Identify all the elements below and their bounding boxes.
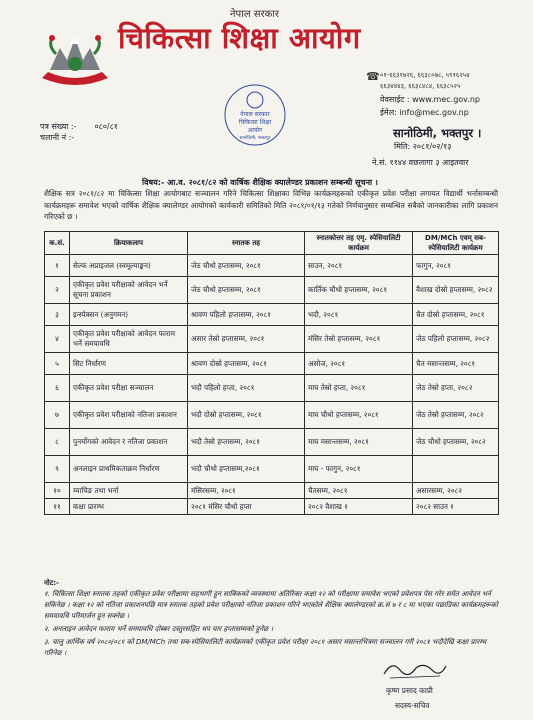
table-cell: सेल्फ अप्राइजल (स्वमूल्याङ्कन) [70,255,188,277]
table-cell: वैशाख दोस्रो हप्तासम्म, २०८२ [413,277,499,304]
table-cell: २०८२ वैशाख १ [305,499,413,515]
table-row [45,456,499,483]
notes-heading: नोट:- [44,579,59,587]
table-body [45,255,499,515]
phone-line: ०१-६६३१७२६, ६६३८०७८, ५९१६२५४ [380,71,470,79]
table-cell: माघ तेस्रो हप्ता, २०८१ [305,375,413,402]
note-item: ३. चालु आर्थिक वर्ष २०८०/०८१ को DM/MCh तथा सब-स्पेसियालिटी कार्यक्रमको एकीकृत प्रवेश परीक्षा २०८१ असार मसान्तभित्रमा सञ्चालन गरी २०८१ भदौदेखि कक्षा प्रारम्भ गरिनेछ । [44,638,487,657]
table-cell: श्रावण पहिलो हप्तासम्म, २०८१ [188,304,305,326]
table-cell: श्रावण दोस्रो हप्तासम्म, २०८१ [188,353,305,375]
row-number-cell: ११ [45,499,70,515]
commission-seal-icon [220,80,290,150]
table-cell: जेठ पहिलो हप्तासम्म, २०८२ [413,326,499,353]
table-cell: एकीकृत प्रवेश परीक्षाको आवेदन फाराम भर्ने समयावधि [70,326,188,353]
table-cell: अनलाइन प्राथमिकताक्रम निर्धारण [70,456,188,483]
column-header: स्नातक तह [188,232,305,255]
table-cell: सिट निर्धारण [70,353,188,375]
table-row [45,483,499,499]
nepal-samvat-date: ने.सं. ११४४ वछलागा ३ आइतवार [372,158,469,167]
table-cell: २०८१ मंसिर चौथो हप्ता [188,499,305,515]
row-number-cell: ३ [45,304,70,326]
table-cell: इन्स्पेक्सन (अनुगमन) [70,304,188,326]
note-item: २. अनलाइन आवेदन फाराम भर्ने समयावधि दोब्बर दस्तुरसहित थप चार हप्तासम्मको हुनेछ । [44,625,274,633]
phone-line: ६६३४४४३, ६६३८४८४, ६६३८५२५ [380,81,461,90]
table-cell: म्याचिङ तथा भर्ना [70,483,188,499]
table-cell: एकीकृत प्रवेश परीक्षाको आवेदन भर्ने सूचना प्रकाशन [70,277,188,304]
email: ईमेल: info@mec.gov.np [380,108,469,117]
row-number-cell: ७ [45,402,70,429]
note-item: १. चिकित्सा शिक्षा स्नातक तहको एकीकृत प्रवेश परीक्षामा सहभागी हुन साबिकको व्यवस्थामा अतिरिक्त कक्षा १२ को परीक्षामा समावेश भएको प्रवेशपत्र पेस गरेर समेत आवेदन भर्न सकिनेछ । कक्षा १२ को नतिजा प्रकाशनपछि मात्र स्नातक तहको प्रवेश परीक्षाको नतिजा प्रकाशन गरिने भएकोले शैक्षिक क्यालेण्डरको क्र.सं ७ र ८ मा भएका पछाडिका कार्यक्रमहरूको समयावधि परिमार्जन हुन सक्नेछ । [44,590,498,620]
table-row [45,326,499,353]
letter-intro: शैक्षिक सत्र २०८१/८२ मा चिकित्सा शिक्षा आयोगबाट सञ्चालन गरिने चिकित्सा शिक्षाका विभिन्न कार्यक्रमहरूको एकीकृत प्रवेश परीक्षा लगायत विद्यार्थी भर्नासम्बन्धी कार्यक्रमहरू समावेश भएको वार्षिक शैक्षिक क्यालेण्डर आयोगको कार्यकारी समितिको मिति २०८१/०१/१३ गतेको निर्णयानुसार सम्बन्धित सबैको जानकारीका लागि प्रकाशन गरिएको छ । [44,189,498,222]
website: वेवसाईट : www.mec.gov.np [380,95,480,104]
row-number-cell: १० [45,483,70,499]
table-row [45,402,499,429]
table-cell: एकीकृत प्रवेश परीक्षाको नतिजा प्रकाशन [70,402,188,429]
row-number-cell: ५ [45,353,70,375]
table-row [45,304,499,326]
telephone-icon: ☎ [366,70,380,83]
table-cell: जेठ तेस्रो हप्तासम्म, २०८२ [413,402,499,429]
table-row [45,353,499,375]
nepal-emblem-icon [36,30,114,94]
dispatch-number: चलानी नं :- [40,133,75,142]
academic-calendar-table [44,231,499,515]
table-row [45,429,499,456]
seal-text-line: सानोठिमी, भक्तपुर [239,136,271,141]
table-header-row [45,232,499,255]
table-cell: मंसिर तेस्रो हप्तासम्म, २०८१ [305,326,413,353]
table-row [45,277,499,304]
column-header: स्नातकोत्तर तह एमृ. स्पेसियालिटी कार्यक्रम [305,232,413,255]
signature-icon [380,656,450,682]
organization-title: चिकित्सा शिक्षा आयोग [118,21,361,55]
reference-number [40,121,118,132]
table-cell: भदौ चौथो हप्तासम्म,२०८१ [188,456,305,483]
signatory-title: सदस्य-सचिव [395,701,430,710]
ref-label: पत्र संख्या :- [40,122,77,131]
row-number-cell: ९ [45,456,70,483]
table-cell: असारसम्म, २०८२ [413,483,499,499]
table-cell: जेठ चौथो हप्तासम्म, २०८१ [188,277,305,304]
table-cell: साउन, २०८१ [305,255,413,277]
seal-text-line: नेपाल सरकार [240,111,270,118]
table-cell: एकीकृत प्रवेश परीक्षा सञ्चालन [70,375,188,402]
table-cell: भदौ तेस्रो हप्तासम्म, २०८१ [188,429,305,456]
table-cell: असोज, २०८१ [305,353,413,375]
column-header: क्रियाकलाप [70,232,188,255]
table-cell [413,456,499,483]
table-cell: जेठ चौथो हप्तासम्म, २०८२ [413,429,499,456]
column-header: क.सं. [45,232,70,255]
table-row [45,255,499,277]
table-row [45,499,499,515]
table-cell: भदौ पहिलो हप्ता, २०८१ [188,375,305,402]
letter-place: सानोठिमी, भक्तपुर । [393,126,482,140]
table-cell: जेठ चौथो हप्तासम्म, २०८१ [188,255,305,277]
letter-date: मिति: २०८१/०२/१३ [394,142,452,151]
table-cell: असार तेस्रो हप्तासम्म, २०८१ [188,326,305,353]
row-number-cell: ८ [45,429,70,456]
table-cell: २०८२ साउन १ [413,499,499,515]
table-cell: जेठ तेस्रो हप्ता, २०८२ [413,375,499,402]
seal-text-line: चिकित्सा शिक्षा [238,119,272,126]
ref-value: ०८०/८१ [94,122,118,131]
signatory-name: कृष्ण प्रसाद काप्री [386,686,433,695]
row-number-cell: १ [45,255,70,277]
row-number-cell: ४ [45,326,70,353]
table-cell: भदौ दोस्रो हप्तासम्म, २०८१ [188,402,305,429]
table-cell: माघ मसान्तसम्म, २०८१ [305,429,413,456]
row-number-cell: २ [45,277,70,304]
table-cell: कक्षा प्रारम्भ [70,499,188,515]
table-cell: माघ - फागुन, २०८१ [305,456,413,483]
row-number-cell: ६ [45,375,70,402]
column-header: DM/MCh एवम् सब-स्पेसियालिटी कार्यक्रम [413,232,499,255]
table-cell: पुनर्योगको आवेदन र नतिजा प्रकाशन [70,429,188,456]
phone-numbers [380,70,470,91]
table-row [45,375,499,402]
table-cell: कार्तिक चौथो हप्तासम्म, २०८१ [305,277,413,304]
table-cell: चैत दोस्रो हप्तासम्म, २०८१ [413,304,499,326]
table-cell: माघ चौथो हप्तासम्म, २०८१ [305,402,413,429]
table-cell: चैतसम्म, २०८१ [305,483,413,499]
table-cell: चैत मसान्तसम्म, २०८१ [413,353,499,375]
letter-subject: विषय:- आ.व. २०८१/८२ को वार्षिक शैक्षिक क्यालेण्डर प्रकाशन सम्बन्धी सूचना । [142,178,378,187]
table-cell: भदौ, २०८१ [305,304,413,326]
table-cell: फागुन, २०८१ [413,255,499,277]
government-name: नेपाल सरकार [230,9,279,20]
table-cell: मंसिरसम्म, २०८१ [188,483,305,499]
seal-text-line: आयोग [247,127,263,134]
